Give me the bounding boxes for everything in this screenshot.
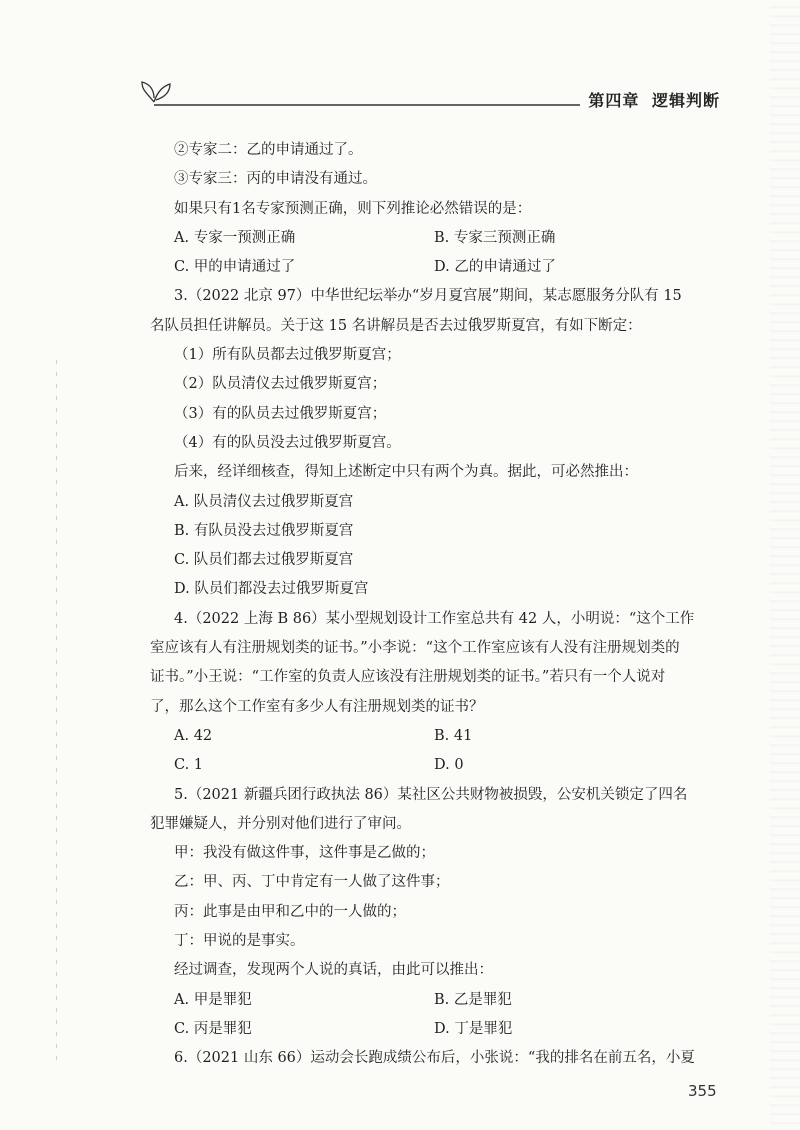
q3-statement-4: （4）有的队员没去过俄罗斯夏宫。: [174, 434, 401, 451]
q3-option-c: C. 队员们都去过俄罗斯夏宫: [174, 552, 354, 569]
q2-option-c: C. 甲的申请通过了: [174, 259, 296, 276]
q4-option-b: B. 41: [434, 727, 473, 744]
q5-option-a: A. 甲是罪犯: [174, 991, 252, 1008]
chapter-title: [582, 88, 720, 111]
q3-question: 后来，经详细核查，得知上述断定中只有两个为真。据此，可必然推出：: [174, 464, 638, 481]
q5-statement-ding: 丁：甲说的是事实。: [174, 933, 305, 950]
q3-stem-line2: 名队员担任讲解员。关于这 15 名讲解员是否去过俄罗斯夏宫，有如下断定：: [150, 317, 642, 334]
q5-option-b: B. 乙是罪犯: [434, 991, 512, 1008]
q2-option-a: A. 专家一预测正确: [174, 229, 296, 246]
scan-edge-shadow: [770, 0, 800, 1130]
statement-expert2: ②专家二：乙的申请通过了。: [174, 142, 363, 158]
statement-expert3: ③专家三：丙的申请没有通过。: [174, 171, 377, 188]
scan-margin-mark: [56, 360, 57, 1060]
q4-option-a: A. 42: [174, 727, 213, 744]
q2-option-b: B. 专家三预测正确: [434, 229, 556, 246]
q4-option-d: D. 0: [434, 757, 464, 774]
q4-option-c: C. 1: [174, 757, 204, 774]
q5-statement-yi: 乙：甲、丙、丁中肯定有一人做了这件事；: [174, 874, 450, 891]
q2-option-d: D. 乙的申请通过了: [434, 259, 556, 276]
page-number: 355: [688, 1082, 717, 1100]
q5-statement-jia: 甲：我没有做这件事，这件事是乙做的；: [174, 845, 435, 862]
q5-stem-line1: 5.（2021 新疆兵团行政执法 86）某社区公共财物被损毁，公安机关锁定了四名: [174, 786, 688, 803]
q3-option-d: D. 队员们都没去过俄罗斯夏宫: [174, 581, 369, 598]
running-header: [140, 72, 740, 112]
q2-question: 如果只有1名专家预测正确，则下列推论必然错误的是：: [174, 200, 532, 217]
q4-options-row1: [174, 722, 736, 751]
q4-options-row2: [174, 751, 736, 780]
q5-question: 经过调查，发现两个人说的真话，由此可以推出：: [174, 962, 493, 979]
q4-stem-line4: 了，那么这个工作室有多少人有注册规划类的证书？: [150, 698, 484, 715]
q6-stem-line1: 6.（2021 山东 66）运动会长跑成绩公布后，小张说：“我的排名在前五名，小夏: [174, 1050, 695, 1067]
q4-stem-line2: 室应该有人有注册规划类的证书。”小李说：“这个工作室应该有人没有注册规划类的: [150, 640, 680, 657]
body-text: [150, 136, 736, 1074]
q2-options-row1: [174, 224, 736, 253]
q3-stem-line1: 3.（2022 北京 97）中华世纪坛举办“岁月夏宫展”期间，某志愿服务分队有 15: [174, 288, 682, 305]
q3-statement-2: （2）队员清仪去过俄罗斯夏宫；: [174, 376, 387, 393]
q3-option-a: A. 队员清仪去过俄罗斯夏宫: [174, 493, 354, 510]
q2-options-row2: [174, 253, 736, 282]
q3-statement-1: （1）所有队员都去过俄罗斯夏宫；: [174, 347, 401, 364]
q3-option-b: B. 有队员没去过俄罗斯夏宫: [174, 522, 354, 539]
q5-stem-line2: 犯罪嫌疑人，并分别对他们进行了审问。: [150, 815, 411, 832]
q5-option-c: C. 丙是罪犯: [174, 1020, 252, 1037]
q5-options-row2: [174, 1015, 736, 1044]
section-label: 逻辑判断: [651, 91, 720, 110]
q4-stem-line3: 证书。”小王说：“工作室的负责人应该没有注册规划类的证书。”若只有一个人说对: [150, 669, 666, 686]
chapter-label: 第四章: [588, 91, 640, 110]
q5-options-row1: [174, 986, 736, 1015]
q5-option-d: D. 丁是罪犯: [434, 1020, 513, 1037]
q4-stem-line1: 4.（2022 上海 B 86）某小型规划设计工作室总共有 42 人，小明说：“这个工作: [174, 610, 695, 627]
q5-statement-bing: 丙：此事是由甲和乙中的一人做的；: [174, 903, 406, 920]
q3-statement-3: （3）有的队员去过俄罗斯夏宫；: [174, 405, 387, 422]
